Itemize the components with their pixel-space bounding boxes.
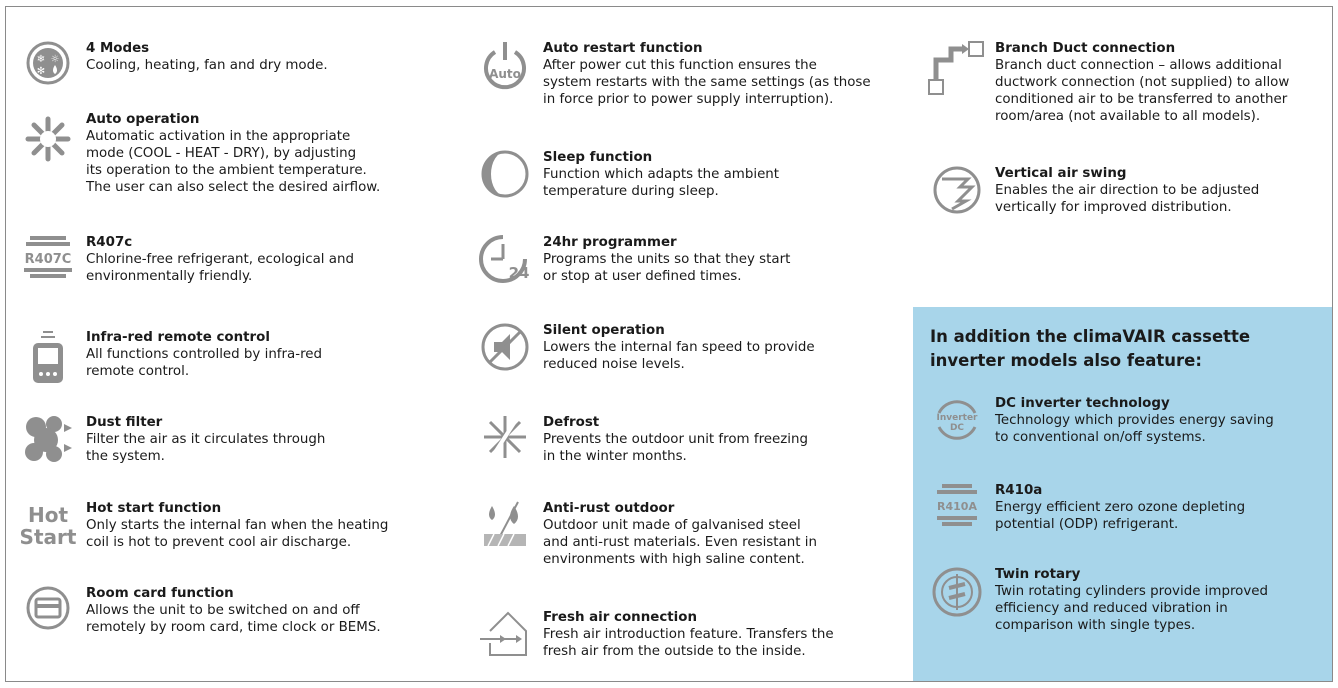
feature-remote-control (18, 329, 322, 385)
feature-title: Vertical air swing (995, 166, 1127, 181)
feature-desc: Programs the units so that they start or stop at user defined times. (543, 252, 791, 284)
feature-desc: Prevents the outdoor unit from freezing in the winter months. (543, 432, 808, 464)
feature-desc: Automatic activation in the appropriate mode (COOL - HEAT - DRY), by adjusting its operation to the ambient temperature. The user can also select the desired airflow. (86, 129, 381, 195)
feature-branch-duct (927, 40, 1289, 125)
feature-dc-inverter (927, 395, 1274, 446)
feature-title: Dust filter (86, 415, 163, 430)
feature-title: Sleep function (543, 150, 653, 165)
defrost-icon (475, 414, 535, 460)
svg-text:R410A: R410A (937, 500, 977, 513)
feature-r410a (927, 482, 1245, 533)
feature-title: Hot start function (86, 501, 222, 516)
feature-title: R410a (995, 483, 1043, 498)
feature-desc: Branch duct connection – allows additional ductwork connection (not supplied) to allow conditioned air to be transferred to another room/area (not available to all models). (995, 58, 1290, 124)
programmer-24hr-icon (475, 234, 535, 284)
feature-desc: Enables the air direction to be adjusted vertically for improved distribution. (995, 183, 1260, 215)
feature-desc: Fresh air introduction feature. Transfers the fresh air from the outside to the inside. (543, 627, 834, 659)
feature-desc: Twin rotating cylinders provide improved efficiency and reduced vibration in comparison with single types. (995, 584, 1269, 633)
feature-title: Branch Duct connection (995, 41, 1176, 56)
twin-rotary-icon (927, 566, 987, 618)
auto-operation-icon (18, 111, 78, 167)
hot-start-icon: Hot Start (19, 503, 77, 549)
svg-text:✻: ✻ (36, 66, 46, 77)
feature-defrost (475, 414, 808, 465)
panel-heading: In addition the climaVAIR cassette inverter models also feature: (930, 327, 1251, 370)
branch-duct-icon (927, 40, 987, 96)
r410a-icon (927, 482, 987, 528)
fresh-air-icon (475, 609, 535, 659)
sleep-icon (475, 149, 535, 199)
feature-dust-filter (18, 414, 325, 465)
feature-desc: Energy efficient zero ozone depleting potential (ODP) refrigerant. (995, 500, 1246, 532)
feature-desc: Chlorine-free refrigerant, ecological and environmentally friendly. (86, 252, 354, 284)
feature-desc: All functions controlled by infra-red remote control. (86, 347, 323, 379)
feature-title: R407c (86, 235, 133, 250)
feature-room-card (18, 585, 381, 636)
feature-desc: Only starts the internal fan when the heating coil is hot to prevent cool air discharge. (86, 518, 389, 550)
silent-operation-icon (475, 322, 535, 372)
dust-filter-icon (18, 414, 78, 464)
feature-title: DC inverter technology (995, 396, 1170, 411)
feature-auto-operation (18, 111, 380, 196)
feature-title: Twin rotary (995, 567, 1081, 582)
feature-title: Anti-rust outdoor (543, 501, 675, 516)
feature-desc: After power cut this function ensures the system restarts with the same settings (as those in force prior to power supply interruption). (543, 58, 871, 107)
remote-control-icon (18, 329, 78, 385)
feature-vertical-swing (927, 165, 1259, 216)
svg-text:Inverter: Inverter (936, 413, 978, 423)
svg-text:Auto: Auto (489, 67, 521, 81)
feature-desc: Technology which provides energy saving to conventional on/off systems. (995, 413, 1274, 445)
vertical-swing-icon (927, 165, 987, 215)
feature-desc: Cooling, heating, fan and dry mode. (86, 58, 328, 73)
feature-title: Auto operation (86, 112, 200, 127)
feature-desc: Filter the air as it circulates through the system. (86, 432, 326, 464)
feature-title: Fresh air connection (543, 610, 697, 625)
feature-sleep (475, 149, 779, 200)
feature-24hr-programmer (475, 234, 790, 285)
feature-title: Infra-red remote control (86, 330, 270, 345)
feature-r407c (18, 234, 354, 285)
feature-title: Auto restart function (543, 41, 703, 56)
auto-restart-icon (475, 40, 535, 92)
feature-title: Silent operation (543, 323, 665, 338)
svg-text:DC: DC (949, 423, 965, 433)
dc-inverter-icon (927, 395, 987, 445)
four-modes-icon (18, 40, 78, 86)
svg-text:R407C: R407C (24, 252, 72, 267)
r407c-icon (18, 234, 78, 280)
feature-silent-operation (475, 322, 815, 373)
feature-4-modes (18, 40, 328, 86)
feature-auto-restart (475, 40, 871, 108)
feature-desc: Allows the unit to be switched on and off remotely by room card, time clock or BEMS. (86, 603, 381, 635)
feature-anti-rust (475, 500, 817, 568)
room-card-icon (18, 585, 78, 631)
svg-text:☼: ☼ (50, 54, 60, 65)
feature-fresh-air (475, 609, 834, 660)
feature-title: 4 Modes (86, 41, 150, 56)
feature-desc: Outdoor unit made of galvanised steel and anti-rust materials. Even resistant in environments with high saline content. (543, 518, 817, 567)
feature-desc: Lowers the internal fan speed to provide reduced noise levels. (543, 340, 815, 372)
feature-title: Defrost (543, 415, 600, 430)
svg-text:❄: ❄ (36, 54, 46, 65)
feature-title: Room card function (86, 586, 234, 601)
svg-text:24: 24 (508, 264, 530, 282)
feature-desc: Function which adapts the ambient temperature during sleep. (543, 167, 780, 199)
feature-hot-start (18, 500, 388, 551)
feature-twin-rotary (927, 566, 1268, 634)
anti-rust-icon (475, 500, 535, 550)
feature-title: 24hr programmer (543, 235, 677, 250)
